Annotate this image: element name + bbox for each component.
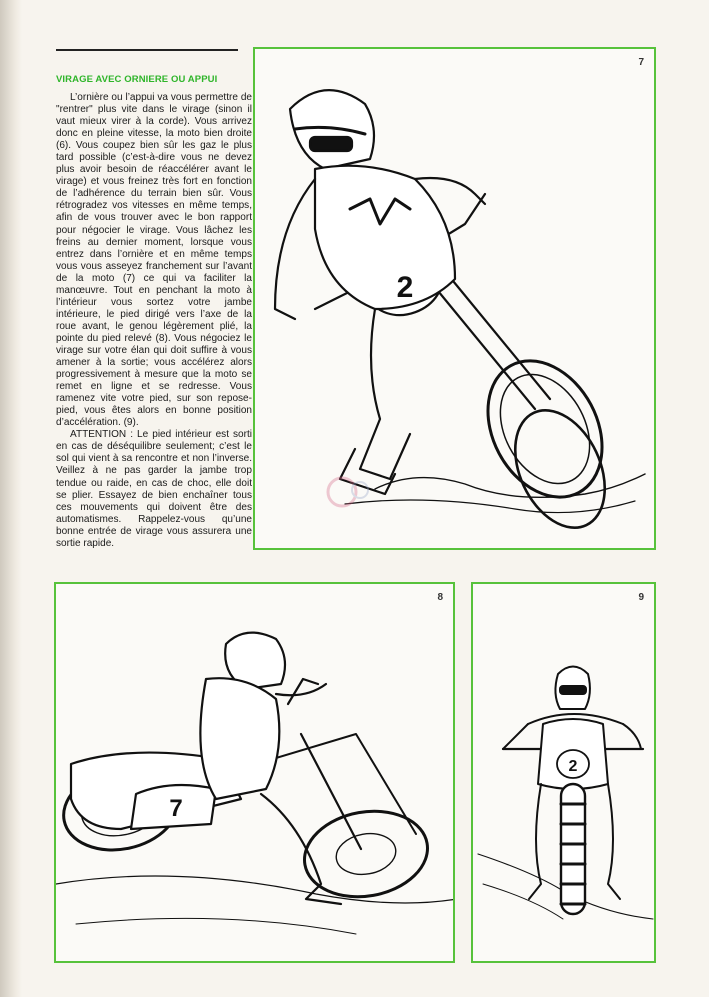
article-paragraph-2: ATTENTION : Le pied intérieur est sorti en cas de déséquilibre seulement; c’est le sol qui vient à sa rencontre et non l’inverse. Veillez à ne pas garder la jambe trop tendue ou raide, en cas de choc, elle doit se plier. Essayez de bien enchaîner tous ces mouvements qui doivent être des automatismes. Rappelez-vous qu’une bonne entrée de virage vous assurera une sortie rapide. <box>56 429 252 549</box>
figure-9-plate-number: 2 <box>568 758 578 775</box>
figure-7-panel <box>253 47 656 550</box>
figure-8-illustration <box>56 584 455 963</box>
article-paragraph-1: L’ornière ou l’appui va vous permettre de "rentrer" plus vite dans le virage (sinon il vaut mieux virer à la corde). Vous arrivez donc en pleine vitesse, la moto bien droite (6). Vous coupez bien sûr les gaz le plus tard possible (c’est-à-dire vous ne devez plus avoir besoin de réaccélérer avant le virage) et vous freinez très fort en fonction de l’adhérence du terrain bien sûr. Vous rétrogradez vos vitesses en même temps, afin de vous trouver avec le bon rapport pour négocier le virage. Vous lâchez les freins au dernier moment, lorsque vous entrez dans l’ornière et en même temps vous vous asseyez franchement sur l’avant de la moto (7) ce qui va faciliter la manœuvre. Tout en penchant la moto à l’intérieur vous sortez votre jambe intérieure, le pied dirigé vers l’axe de la roue avant, le genou légèrement plié, la pointe du pied relevé (8). Vous négociez le virage sur votre élan qui doit suffire à vous amener à la sortie; vous accélérez alors progressivement à mesure que la moto se remet en ligne et se redresse. Vous ramenez vite votre pied, sur son repose-pied, vous êtes alors en bonne position d’accélération. (9). <box>56 92 252 429</box>
figure-7-illustration <box>255 49 656 550</box>
section-heading: VIRAGE AVEC ORNIERE OU APPUI <box>56 74 218 85</box>
figure-7-number: 7 <box>638 57 644 68</box>
figure-8-plate-number: 7 <box>169 795 183 822</box>
figure-9-panel <box>471 582 656 963</box>
figure-9-number: 9 <box>638 592 644 603</box>
article-body <box>56 92 252 550</box>
figure-7-plate-number: 2 <box>396 271 414 304</box>
heading-rule <box>56 49 238 51</box>
figure-8-panel <box>54 582 455 963</box>
page-gutter-shadow <box>0 0 22 997</box>
figure-8-number: 8 <box>437 592 443 603</box>
faint-watermark-stamp <box>322 472 374 512</box>
figure-9-illustration <box>473 584 656 963</box>
